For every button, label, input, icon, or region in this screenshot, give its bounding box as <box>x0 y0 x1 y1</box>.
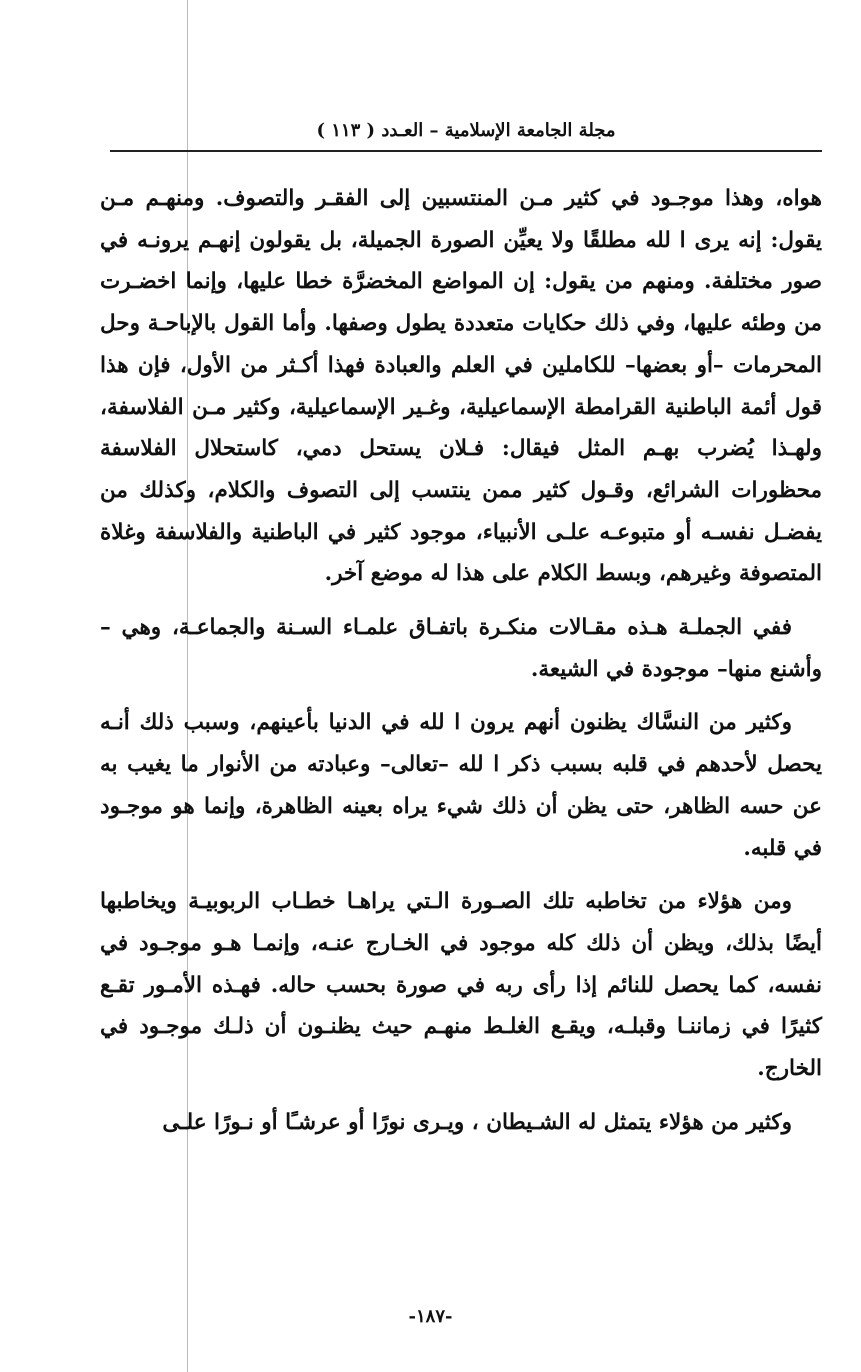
article-body <box>100 178 822 1155</box>
paragraph: ومن هؤلاء من تخاطبه تلك الصـورة الـتي يراهـا خطـاب الربوبيـة ويخاطبها أيضًا بذلك، ويظن أن ذلك كله موجود في الخـارج عنـه، وإنمـا هـو موجـود في نفسه، كما يحصل للنائم إذا رأى ربه في صورة بحسب حاله. فهـذه الأمـور تقـع كثيرًا في زماننـا وقبلـه، ويقـع الغلـط منهـم حيث يظنـون أن ذلـك موجـود في الخارج. <box>100 889 822 1082</box>
running-header: مجلة الجامعة الإسلامية – العـدد ( ١١٣ ) <box>316 120 616 141</box>
header-rule <box>110 150 822 152</box>
page-number: -١٨٧- <box>408 1306 453 1327</box>
paragraph: ففي الجملـة هـذه مقـالات منكـرة باتفـاق علمـاء السـنة والجماعـة، وهي –وأشنع منها– موجودة في الشيعة. <box>100 615 822 682</box>
paragraph: هواه، وهذا موجـود في كثير مـن المنتسبين إلى الفقـر والتصوف. ومنهـم مـن يقول: إنه يرى ا لله مطلقًا ولا يعيِّن الصورة الجميلة، بل يقولون إنهـم يرونـه في صور مختلفة. ومنهم من يقول: إن المواضع المخضرَّة خطا عليها، وإنما اخضـرت من وطئه عليها، وفي ذلك حكايات متعددة يطول وصفها. وأما القول بالإباحـة وحل المحرمات –أو بعضها– للكاملين في العلم والعبادة فهذا أكـثر من الأول، فإن هذا قول أئمة الباطنية القرامطة الإسماعيلية، وغـير الإسماعيلية، وكثير مـن الفلاسفة، ولهـذا يُضرب بهـم المثل فيقال: فـلان يستحل دمي، كاستحلال الفلاسفة محظورات الشرائع، وقـول كثير ممن ينتسب إلى التصوف والكلام، وكذلك من يفضـل نفسـه أو متبوعـه علـى الأنبياء، موجود كثير في الباطنية والفلاسفة وغلاة المتصوفة وغيرهم، وبسط الكلام على هذا له موضع آخر. <box>100 186 822 587</box>
paragraph: وكثير من النسَّاك يظنون أنهم يرون ا لله في الدنيا بأعينهم، وسبب ذلك أنـه يحصل لأحدهم في قلبه بسبب ذكر ا لله –تعالى– وعبادته من الأنوار ما يغيب به عن حسه الظاهر، حتى يظن أن ذلك شيء يراه بعينه الظاهرة، وإنما هو موجـود في قلبه. <box>100 710 822 861</box>
paragraph: وكثير من هؤلاء يتمثل له الشـيطان ، ويـرى نورًا أو عرشـًا أو نـورًا علـى <box>162 1109 792 1135</box>
